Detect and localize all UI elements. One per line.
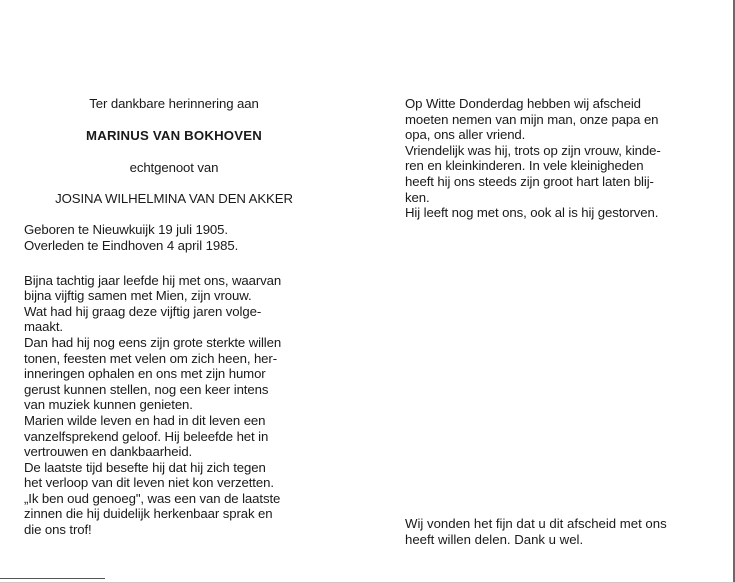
- text-line: die ons trof!: [24, 522, 92, 538]
- spouse-label: echtgenoot van: [129, 160, 219, 176]
- left-column: [24, 96, 324, 538]
- life-dates: [24, 222, 324, 253]
- deceased-name: MARINUS VAN BOKHOVEN: [86, 127, 262, 143]
- birth-line: Geboren te Nieuwkuijk 19 juli 1905.: [24, 222, 228, 238]
- right-column: [405, 96, 701, 221]
- intro-line: Ter dankbare herinnering aan: [89, 96, 259, 111]
- text-line: vanzelfsprekend geloof. Hij beleefde het in: [24, 428, 269, 444]
- text-line: vertrouwen en dankbaarheid.: [24, 444, 193, 460]
- text-line: Wat had hij graag deze vijftig jaren volge-: [24, 303, 262, 319]
- text-line: ren en kleinkinderen. In vele kleinigheden: [405, 158, 644, 174]
- text-line: Vriendelijk was hij, trots op zijn vrouw, kinde-: [405, 142, 661, 158]
- spouse-name: JOSINA WILHELMINA VAN DEN AKKER: [55, 190, 293, 206]
- text-line: tonen, feesten met velen om zich heen, her-: [24, 350, 278, 366]
- text-line: „Ik ben oud genoeg", was een van de laatste: [24, 490, 281, 506]
- bottom-scan-mark: [0, 578, 105, 579]
- text-line: Op Witte Donderdag hebben wij afscheid: [405, 96, 641, 111]
- text-line: heeft willen delen. Dank u wel.: [405, 531, 584, 547]
- text-line: maakt.: [24, 319, 63, 335]
- text-line: Hij leeft nog met ons, ook al is hij gestorven.: [405, 205, 659, 221]
- text-line: heeft hij ons steeds zijn groot hart laten blij-: [405, 173, 654, 189]
- text-line: Wij vonden het fijn dat u dit afscheid met ons: [405, 516, 667, 531]
- text-line: Dan had hij nog eens zijn grote sterkte willen: [24, 334, 282, 350]
- text-line: zinnen die hij duidelijk herkenbaar sprak en: [24, 506, 273, 522]
- text-line: Bijna tachtig jaar leefde hij met ons, waarvan: [24, 272, 282, 288]
- death-line: Overleden te Eindhoven 4 april 1985.: [24, 237, 239, 253]
- left-body-text: [24, 273, 324, 538]
- text-line: De laatste tijd besefte hij dat hij zich tegen: [24, 459, 266, 475]
- text-line: moeten nemen van mijn man, onze papa en: [405, 111, 659, 127]
- text-line: ken.: [405, 189, 430, 205]
- closing-text: [405, 516, 705, 547]
- right-body-text: [405, 96, 701, 221]
- text-line: het verloop van dit leven niet kon verzetten.: [24, 475, 274, 491]
- text-line: inneringen ophalen en ons met zijn humor: [24, 366, 266, 382]
- text-line: opa, ons aller vriend.: [405, 127, 526, 143]
- text-line: gerust kunnen stellen, nog een keer intens: [24, 381, 269, 397]
- text-line: Marien wilde leven en had in dit leven een: [24, 412, 266, 428]
- text-line: bijna vijftig samen met Mien, zijn vrouw.: [24, 288, 252, 304]
- text-line: van muziek kunnen genieten.: [24, 397, 193, 413]
